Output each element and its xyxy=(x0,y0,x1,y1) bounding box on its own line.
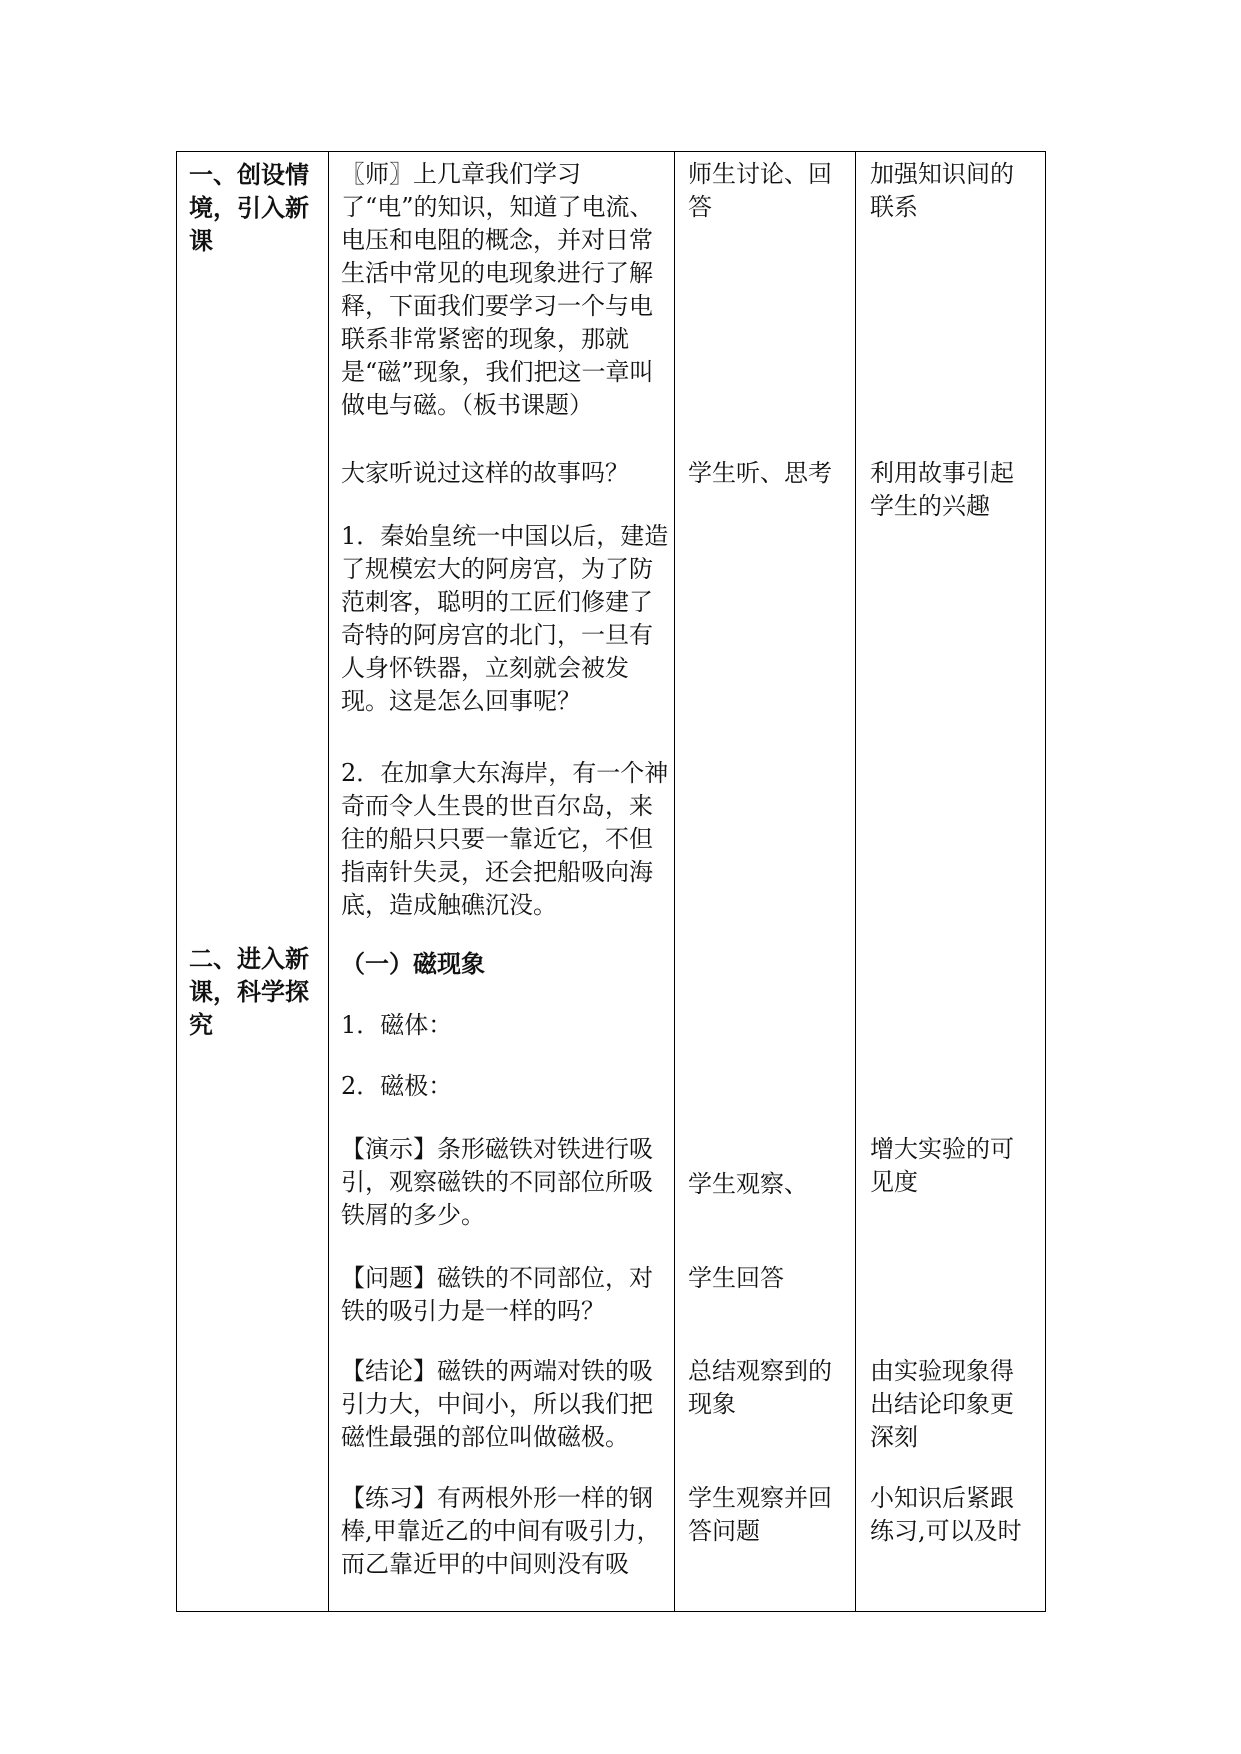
exercise-paragraph: 【练习】有两根外形一样的钢棒,甲靠近乙的中间有吸引力，而乙靠近甲的中间则没有吸 xyxy=(341,1484,661,1578)
question-paragraph: 大家听说过这样的故事吗？ xyxy=(341,459,629,487)
section-title: （一）磁现象 xyxy=(341,949,485,978)
stage-2-label: 二、进入新课，科学探究 xyxy=(189,944,309,1039)
activity-discuss: 师生讨论、回答 xyxy=(688,160,832,221)
activity-answer: 学生回答 xyxy=(688,1264,784,1292)
problem-paragraph: 【问题】磁铁的不同部位，对铁的吸引力是一样的吗？ xyxy=(341,1264,653,1325)
intent-visibility: 增大实验的可见度 xyxy=(870,1135,1014,1196)
activity-summarize: 总结观察到的现象 xyxy=(688,1357,832,1418)
column-divider-2 xyxy=(674,152,675,1611)
intent-story-interest: 利用故事引起学生的兴趣 xyxy=(870,459,1014,520)
item-pole: 2．磁极： xyxy=(341,1072,453,1100)
intent-practice: 小知识后紧跟练习,可以及时 xyxy=(870,1484,1022,1545)
conclusion-paragraph: 【结论】磁铁的两端对铁的吸引力大，中间小，所以我们把磁性最强的部位叫做磁极。 xyxy=(341,1357,653,1451)
demo-paragraph: 【演示】条形磁铁对铁进行吸引，观察磁铁的不同部位所吸铁屑的多少。 xyxy=(341,1135,653,1229)
activity-listen: 学生听、思考 xyxy=(688,459,832,487)
intent-connection: 加强知识间的联系 xyxy=(870,160,1014,221)
column-divider-1 xyxy=(328,152,329,1611)
story-1-paragraph: 1．秦始皇统一中国以后，建造了规模宏大的阿房宫，为了防范刺客，聪明的工匠们修建了奇特的阿房宫的北门，一旦有人身怀铁器，立刻就会被发现。这是怎么回事呢？ xyxy=(341,522,669,715)
column-divider-3 xyxy=(855,152,856,1611)
activity-observe: 学生观察、 xyxy=(688,1170,808,1198)
story-2-paragraph: 2．在加拿大东海岸，有一个神奇而令人生畏的世百尔岛，来往的船只只要一靠近它，不但指南针失灵，还会把船吸向海底，造成触礁沉没。 xyxy=(341,759,669,919)
intro-paragraph: 〖师〗上几章我们学习了“电”的知识，知道了电流、电压和电阻的概念，并对日常生活中常见的电现象进行了解释，下面我们要学习一个与电联系非常紧密的现象，那就是“磁”现象，我们把这一章叫做电与磁。（板书课题） xyxy=(341,160,654,419)
lesson-plan-table xyxy=(176,151,1046,1612)
intent-impression: 由实验现象得出结论印象更深刻 xyxy=(870,1357,1014,1451)
stage-1-label: 一、创设情境，引入新课 xyxy=(189,160,309,255)
item-magnet: 1．磁体： xyxy=(341,1011,453,1039)
activity-observe-answer: 学生观察并回答问题 xyxy=(688,1484,832,1545)
